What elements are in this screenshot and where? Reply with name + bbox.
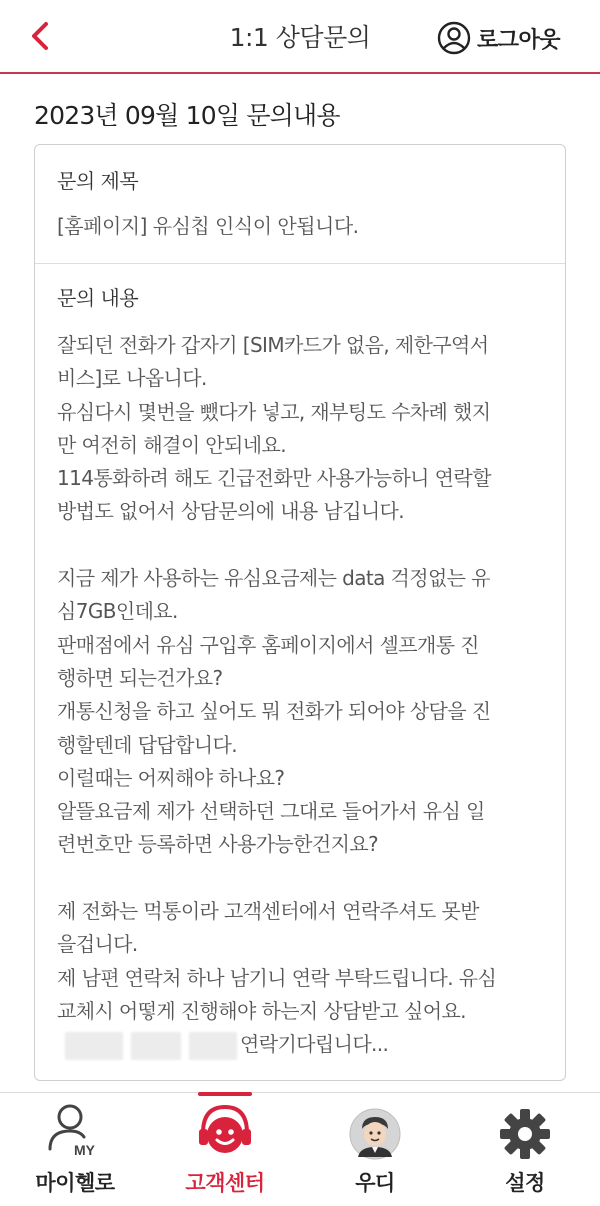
nav-label-customer-center: 고객센터 — [185, 1171, 265, 1195]
subject-label: 문의 제목 — [57, 169, 139, 193]
redacted-block — [131, 1032, 181, 1060]
app-header — [0, 0, 600, 74]
content-section — [35, 264, 565, 1064]
redacted-block — [189, 1032, 237, 1060]
logout-label: 로그아웃 — [476, 27, 560, 53]
inquiry-date-title: 2023년 09월 10일 문의내용 — [34, 101, 340, 130]
redacted-block — [65, 1032, 123, 1060]
nav-label-woody: 우디 — [355, 1171, 395, 1195]
redacted-contact-line — [57, 1028, 543, 1064]
my-badge-text: MY — [74, 1142, 95, 1158]
customer-center-icon — [195, 1101, 255, 1161]
nav-label-myhello: 마이헬로 — [35, 1171, 115, 1195]
gear-icon — [498, 1107, 552, 1161]
my-user-icon — [46, 1103, 104, 1161]
bottom-nav — [0, 1092, 600, 1206]
woody-avatar-icon — [348, 1107, 402, 1161]
nav-label-settings: 설정 — [505, 1171, 545, 1195]
nav-item-myhello[interactable] — [0, 1093, 150, 1206]
page-title: 1:1 상담문의 — [229, 23, 371, 52]
nav-item-customer-center[interactable] — [150, 1093, 300, 1206]
user-circle-icon — [437, 21, 471, 55]
closing-text: 연락기다립니다... — [240, 1032, 389, 1057]
subject-section — [35, 145, 565, 264]
nav-item-woody[interactable] — [300, 1093, 450, 1206]
inquiry-card — [34, 144, 566, 1081]
content-body: 잘되던 전화가 갑자기 [SIM카드가 없음, 제한구역서 비스]로 나옵니다. 유심다시 몇번을 뺐다가 넣고, 재부팅도 수차례 했지 만 여전히 해결이 안되네요. 114통화하려 해도 긴급전화만 사용가능하니 연락할 방법도 없어서 상담문의에 내용 남깁니다. 지금 제가 사용하는 유심요금제는 data 걱정없는 유 심7GB인데요. 판매점에서 유심 구입후 홈페이지에서 셀프개통 진 행하면 되는건가요? 개통신청을 하고 싶어도 뭐 전화가 되어야 상담을 진 행할텐데 답답합니다. 이럴때는 어찌해야 하나요? 알뜰요금제 제가 선택하던 그대로 들어가서 유심 일 련번호만 등록하면 사용가능한건지요? 제 전화는 먹통이라 고객센터에서 연락주셔도 못받 을겁니다. 제 남편 연락처 하나 남기니 연락 부탁드립니다. 유심 교체시 어떻게 진행해야 하는지 상담받고 싶어요. — [57, 333, 497, 1023]
subject-value: [홈페이지] 유심칩 인식이 안됩니다. — [57, 214, 359, 238]
content-label: 문의 내용 — [57, 286, 139, 310]
nav-item-settings[interactable] — [450, 1093, 600, 1206]
logout-button[interactable] — [437, 20, 560, 56]
